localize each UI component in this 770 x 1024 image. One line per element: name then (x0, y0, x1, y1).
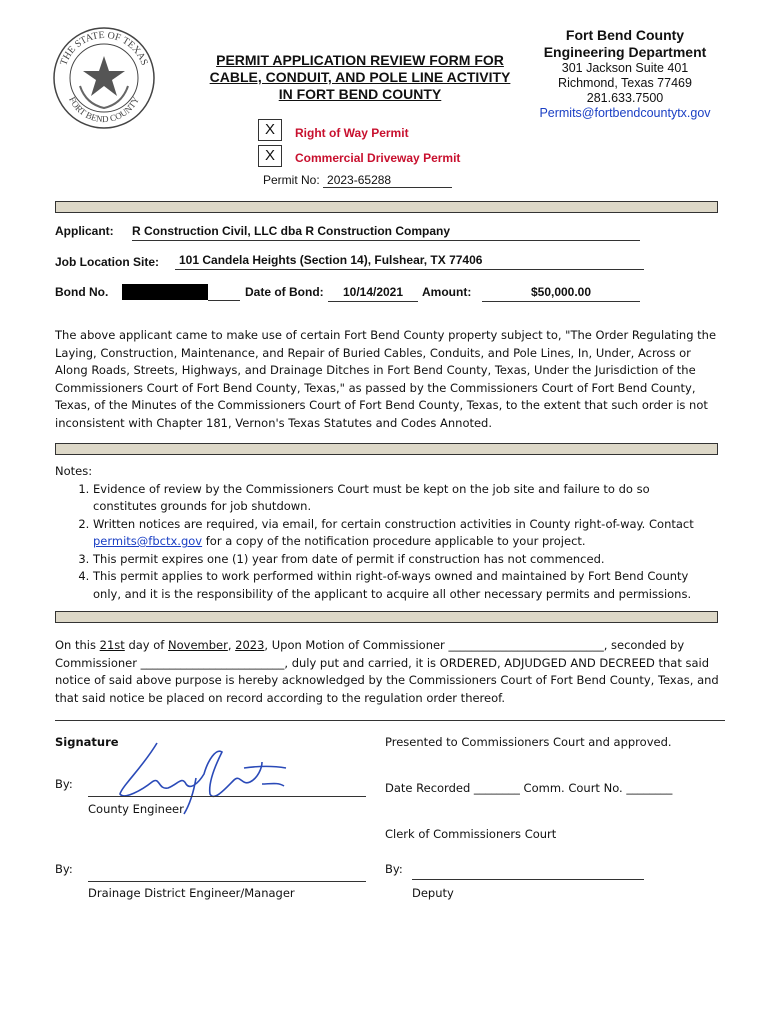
notes-heading: Notes: (55, 464, 93, 478)
order-text-2: day of (128, 638, 165, 652)
dept-address-2: Richmond, Texas 77469 (558, 76, 692, 90)
dept-name-2: Engineering Department (543, 44, 707, 60)
applicant-label: Applicant: (55, 224, 114, 238)
signature-line-2 (88, 881, 366, 882)
by-label-1: By: (55, 777, 73, 791)
permit-number (263, 173, 452, 188)
right-of-way-label: Right of Way Permit (295, 126, 409, 140)
dept-email-link[interactable]: Permits@fortbendcountytx.gov (539, 106, 711, 120)
order-month: November (168, 638, 228, 652)
job-location-value: 101 Candela Heights (Section 14), Fulshear, TX 77406 (175, 253, 644, 270)
note-2-pre: Written notices are required, via email, for certain construction activities in County right-of-way. Contact (93, 516, 694, 531)
seal-text-bottom: FORT BEND COUNTY (67, 95, 141, 125)
divider-bar-3 (55, 611, 718, 623)
signature-heading: Signature (55, 735, 119, 749)
bond-number-line (208, 284, 240, 301)
by-label-3: By: (385, 862, 403, 876)
county-engineer-label: County Engineer (88, 802, 184, 816)
dept-address-1: 301 Jackson Suite 401 (561, 61, 689, 75)
title-line-2: CABLE, CONDUIT, AND POLE LINE ACTIVITY (209, 69, 511, 85)
note-2 (93, 516, 715, 551)
applicant-value: R Construction Civil, LLC dba R Construction Company (132, 224, 640, 241)
permit-no-value: 2023-65288 (323, 173, 452, 188)
note-3: 3. This permit expires one (1) year from date of permit if construction has not commenced. (93, 551, 715, 569)
amount-label: Amount: (422, 285, 472, 299)
order-text-3: , Upon Motion of Commissioner ___________________________, seconded by Commissioner _________________________, duly put and carried, it is ORDERED, ADJUDGED AND DECREED that said notice of said above purpose is hereby acknowledged by the Commissioners Court of Fort Bend County, Texas, and that said notice be placed on record according to the regulation order thereof. (55, 638, 719, 705)
order-text-1: On this (55, 638, 96, 652)
order-day: 21st (99, 638, 125, 652)
statement-paragraph: The above applicant came to make use of certain Fort Bend County property subject to, "The Order Regulating the Laying, Construction, Maintenance, and Repair of Buried Cables, Conduits, and Pole Lines, In, Under, Across or Along Roads, Streets, Highways, and Drainage Ditches in Fort Bend County, Texas, Under the Jurisdiction of the Commissioners Court of Fort Bend County, Texas," as passed by the Commissioners Court of Fort Bend County, Texas, of the Minutes of the Commissioners Court of Fort Bend County, Texas, to the extent that such order is not inconsistent with Chapter 181, Vernon's Texas Statutes and Codes Annoted. (55, 328, 717, 430)
bond-date-value: 10/14/2021 (328, 285, 418, 302)
divider-bar-1 (55, 201, 718, 213)
bond-number-redacted (122, 284, 208, 300)
seal-text-top: THE STATE OF TEXAS (58, 29, 150, 68)
divider-bar-2 (55, 443, 718, 455)
order-year: 2023 (235, 638, 265, 652)
by-label-2: By: (55, 862, 73, 876)
dept-name-1: Fort Bend County (565, 27, 685, 43)
notes-section (55, 463, 715, 603)
note-2-post: for a copy of the notification procedure applicable to your project. (205, 534, 586, 548)
date-recorded-text: Date Recorded ________ Comm. Court No. ________ (385, 781, 673, 795)
presented-text: Presented to Commissioners Court and approved. (385, 735, 672, 749)
amount-value: $50,000.00 (482, 285, 640, 302)
permit-no-label: Permit No: (263, 173, 320, 187)
department-block (535, 27, 715, 121)
signature-line-1 (88, 796, 366, 797)
driveway-label: Commercial Driveway Permit (295, 151, 461, 165)
deputy-label: Deputy (412, 886, 454, 900)
order-paragraph: On this 21st day of November, 2023, Upon Motion of Commissioner ___________________________, seconded by Commissioner _________________________, duly put and carried, it is ORDERED, ADJUDGED AND DECREED that said notice of said above purpose is hereby acknowledged by the Commissioners Court of Fort Bend County, Texas, and that said notice be placed on record according to the regulation order thereof. (55, 638, 719, 705)
svg-text:FORT BEND COUNTY (67, 95, 141, 124)
permits-email-link[interactable]: permits@fbctx.gov (93, 534, 203, 548)
note-4: 4. This permit applies to work performed within right-of-ways owned and maintained by Fort Bend County only, and it is the responsibility of the applicant to acquire all other necessary permits and permissions. (93, 568, 715, 603)
signature-divider (55, 720, 725, 721)
bond-label: Bond No. (55, 285, 109, 299)
form-title (190, 52, 530, 103)
clerk-text: Clerk of Commissioners Court (385, 827, 557, 841)
driveway-checkbox[interactable]: X (258, 145, 282, 167)
signature-line-3 (412, 879, 644, 880)
bond-date-label: Date of Bond: (245, 285, 324, 299)
drainage-engineer-label: Drainage District Engineer/Manager (88, 886, 295, 900)
title-line-1: PERMIT APPLICATION REVIEW FORM FOR (216, 52, 504, 68)
note-1: 1. Evidence of review by the Commissioners Court must be kept on the job site and failure to do so constitutes grounds for job shutdown. (93, 481, 715, 516)
county-seal (52, 26, 156, 130)
job-location-label: Job Location Site: (55, 255, 160, 269)
title-line-3: IN FORT BEND COUNTY (278, 86, 442, 102)
dept-phone: 281.633.7500 (586, 91, 664, 105)
right-of-way-checkbox[interactable]: X (258, 119, 282, 141)
